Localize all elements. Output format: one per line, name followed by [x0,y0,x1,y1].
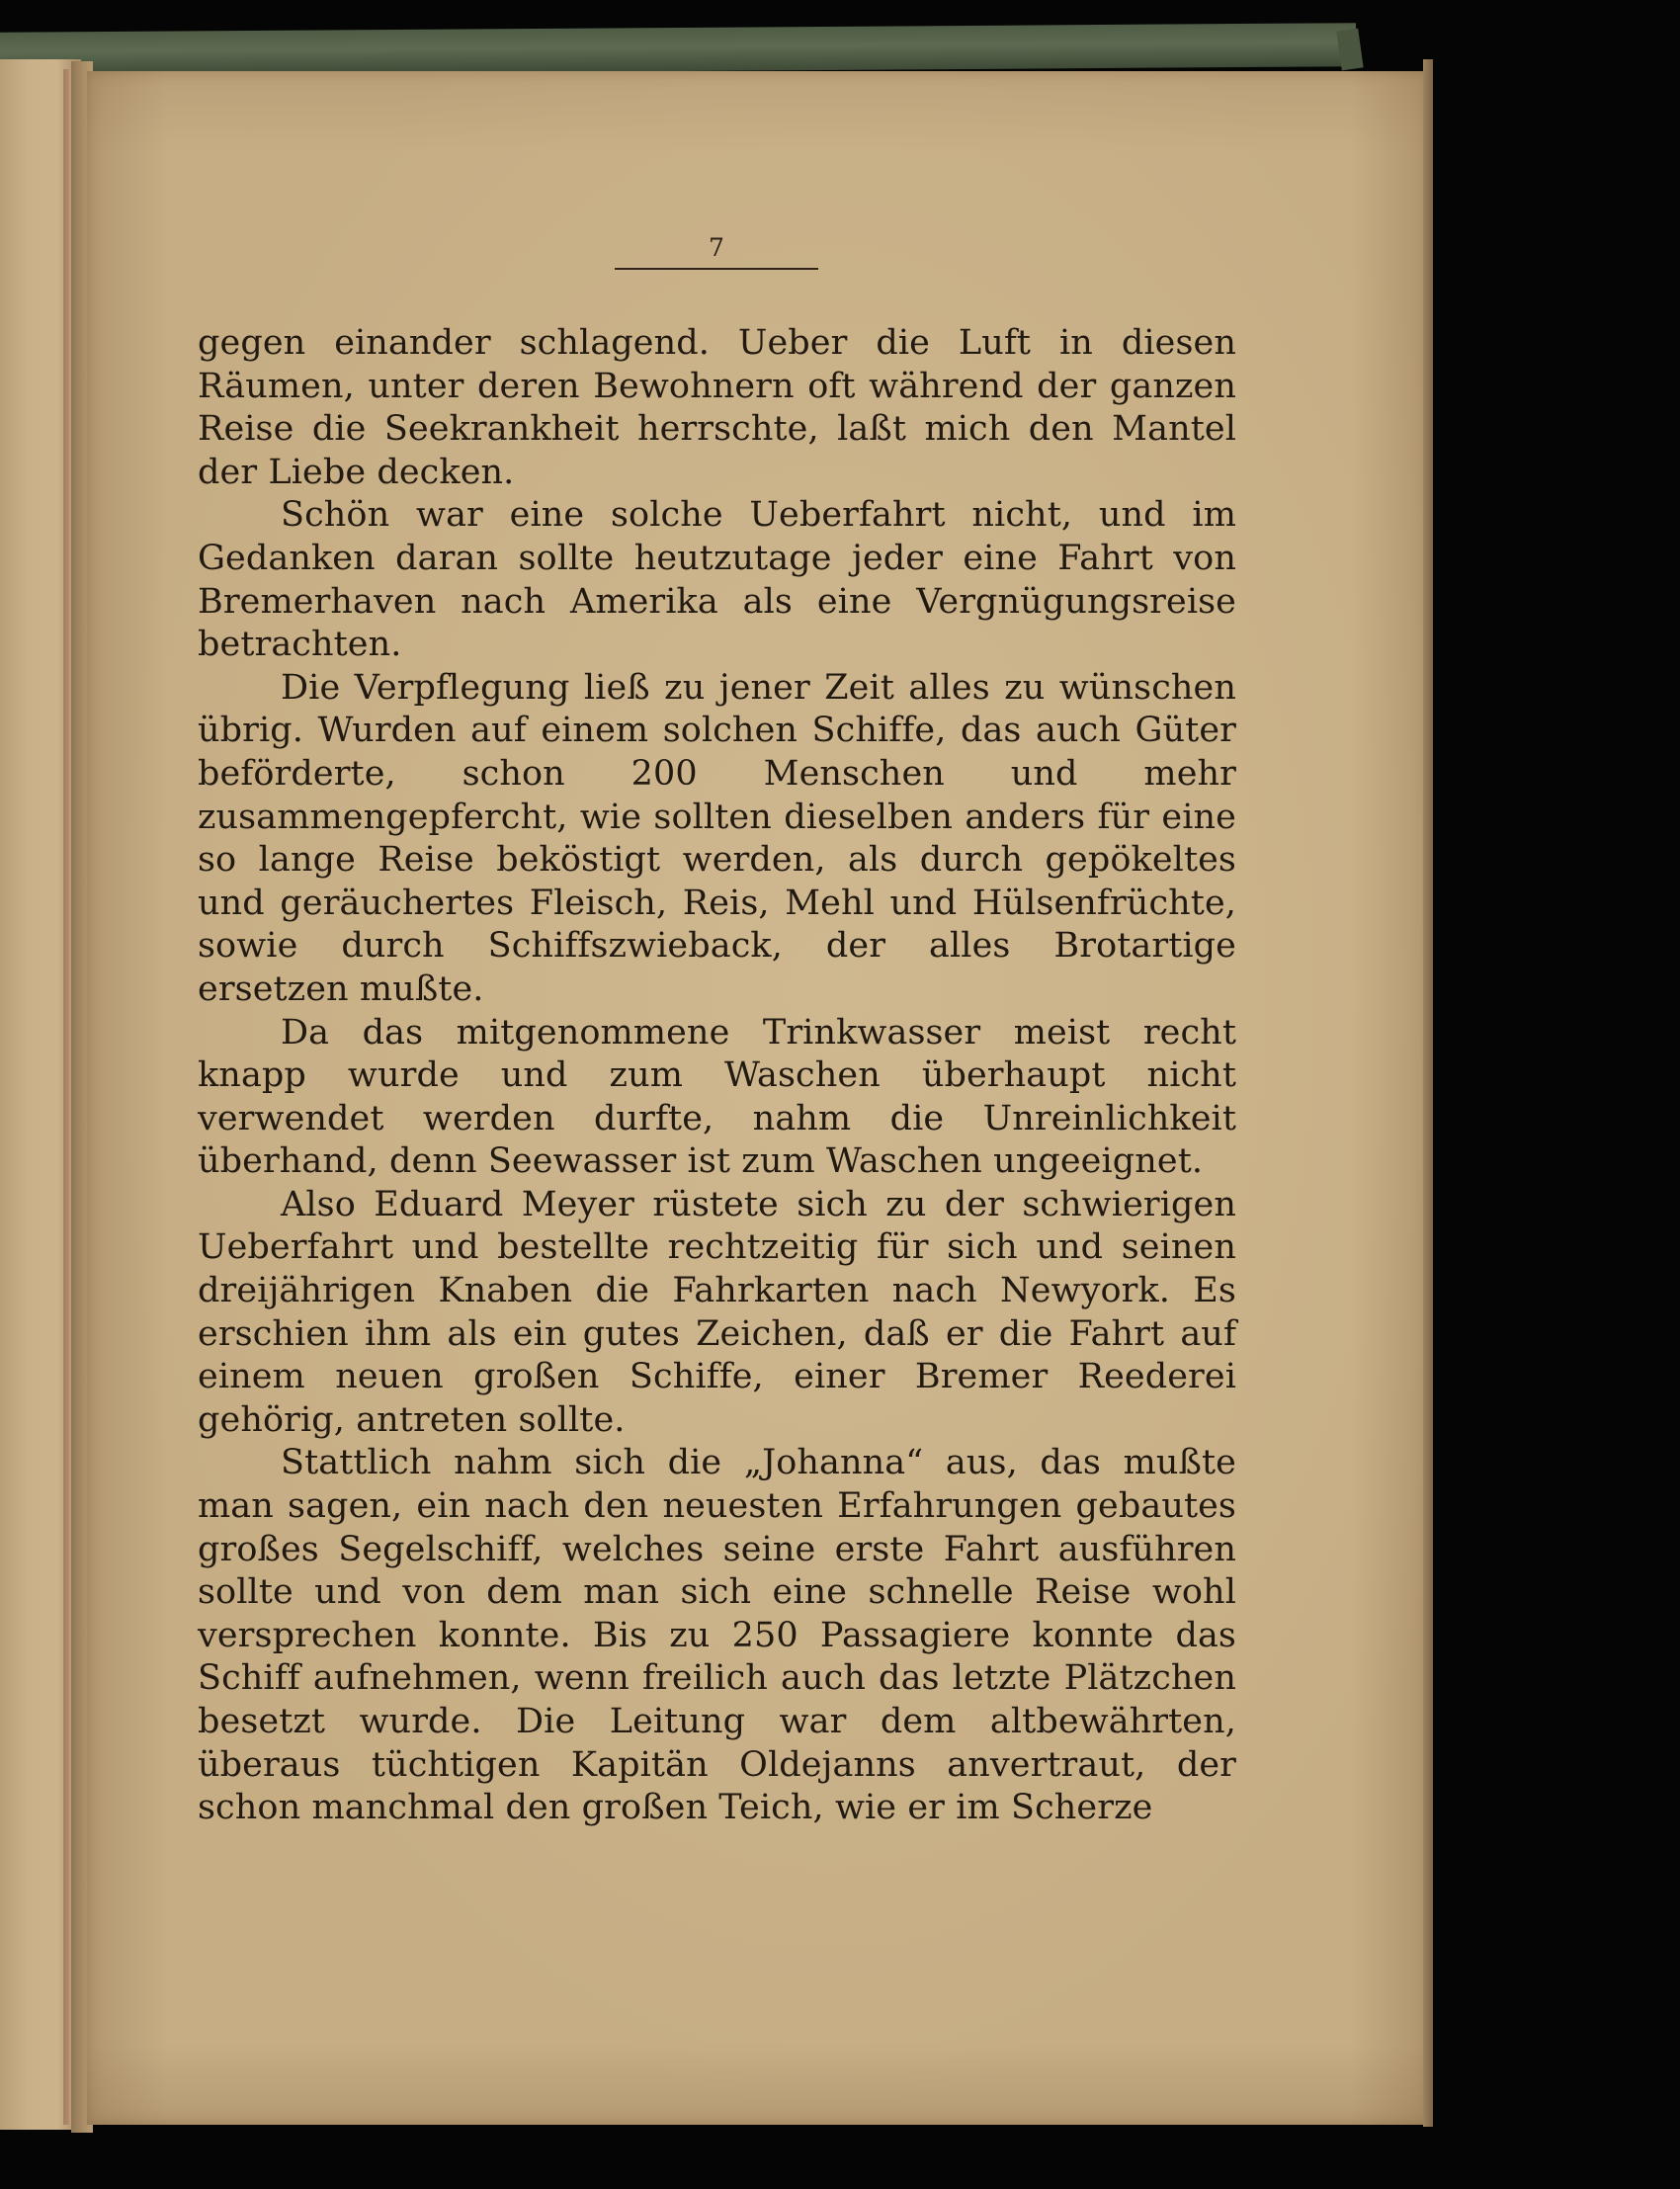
left-page-fore-edge [63,69,69,2125]
paragraph: gegen einander schlagend. Ueber die Luft in diesen Räumen, unter deren Bewohnern oft während der ganzen Reise die Seekrankheit herrschte, laßt mich den Mantel der Liebe decken. [198,323,1236,492]
paragraph: Schön war eine solche Ueberfahrt nicht, und im Gedanken daran sollte heutzutage jeder eine Fahrt von Bremerhaven nach Amerika als eine Vergnügungsreise betrachten. [198,495,1236,665]
book-cover-top [0,23,1356,76]
page-number: 7 [709,233,724,262]
paragraph: Da das mitgenommene Trinkwasser meist recht knapp wurde und zum Waschen überhaupt nicht verwendet werden durfte, nahm die Unreinlichkeit überhand, denn Seewasser ist zum Waschen ungeeignet. [198,1012,1236,1182]
page-number-rule [615,268,818,270]
book-cover-corner [1336,29,1363,71]
paragraph: Stattlich nahm sich die „Johanna“ aus, das mußte man sagen, ein nach den neuesten Erfahrungen gebautes großes Segelschiff, welches seine erste Fahrt ausführen sollte und von dem man sich eine schnelle Reise wohl versprechen konnte. Bis zu 250 Passagiere konnte das Schiff aufnehmen, wenn freilich auch das letzte Plätzchen besetzt wurde. Die Leitung war dem altbewährten, überaus tüchtigen Kapitän Oldejanns anvertraut, der schon manchmal den großen Teich, wie er im Scherze [198,1443,1236,1828]
paragraph: Die Verpflegung ließ zu jener Zeit alles zu wünschen übrig. Wurden auf einem solchen Schiffe, das auch Güter beförderte, schon 200 Menschen und mehr zusammengepfercht, wie sollten dieselben anders für eine so lange Reise beköstigt werden, als durch gepökeltes und geräuchertes Fleisch, Reis, Mehl und Hülsenfrüchte, sowie durch Schiffszwieback, der alles Brotartige ersetzen mußte. [198,667,1236,1009]
body-text [198,322,1236,1830]
page-right-edge [1423,59,1433,2127]
paragraph: Also Eduard Meyer rüstete sich zu der schwierigen Ueberfahrt und bestellte rechtzeitig für sich und seinen dreijährigen Knaben die Fahrkarten nach Newyork. Es erschien ihm als ein gutes Zeichen, daß er die Fahrt auf einem neuen großen Schiffe, einer Bremer Reederei gehörig, antreten sollte. [198,1184,1236,1440]
